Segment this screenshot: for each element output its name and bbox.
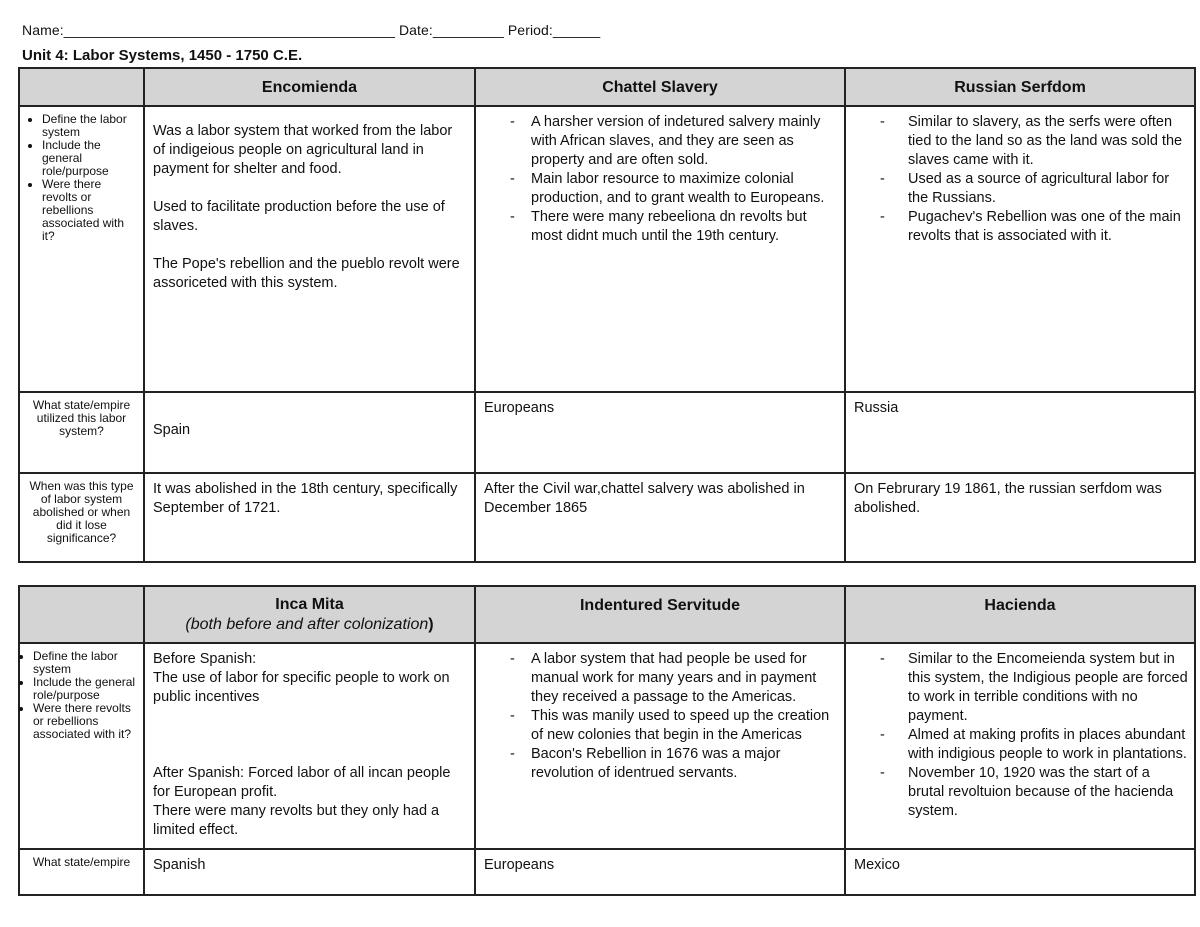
question-define-item: • Were there revolts or rebellions associated with it? [33,702,137,741]
chattel-define-cell [475,106,845,392]
name-date-period-line: Name:__________________________________________ Date:_________ Period:______ [22,22,601,38]
indentured-define-item: - A labor system that had people be used for manual work for many years and in payment they received a passage to the Americas. [476,650,836,707]
question-define-item: • Include the general role/purpose [42,139,137,178]
encomienda-define-cell [144,106,475,392]
encomienda-state-cell: Spain [144,392,475,473]
labor-systems-table-2 [18,585,1196,896]
inca-mita-subtitle-paren: ) [428,616,434,633]
column-header-indentured-servitude: Indentured Servitude [475,586,845,643]
hacienda-define-item: - Almed at making profits in places abundant with indigious people to work in plantations. [846,726,1190,764]
question-define-item: • Define the labor system [42,113,137,139]
indentured-state-cell: Europeans [475,849,845,895]
chattel-state-cell: Europeans [475,392,845,473]
hacienda-define-item: - November 10, 1920 was the start of a brutal revoltuion because of the hacienda system. [846,764,1190,821]
inca-after-text: After Spanish: Forced labor of all incan people for European profit. [153,765,451,800]
question-define-item: • Define the labor system [33,650,137,676]
inca-state-cell: Spanish [144,849,475,895]
column-header-russian-serfdom: Russian Serfdom [845,68,1195,106]
corner-header-cell [19,586,144,643]
hacienda-state-cell: Mexico [845,849,1195,895]
serfdom-abolished-cell: On Februrary 19 1861, the russian serfdom was abolished. [845,473,1195,562]
encomienda-define-text: Used to facilitate production before the use of slaves. [153,199,445,234]
question-define-cell [19,106,144,392]
inca-before-label: Before Spanish: [153,651,257,667]
column-header-encomienda: Encomienda [144,68,475,106]
chattel-define-item: - Main labor resource to maximize colonial production, and to grant wealth to Europeans. [476,170,836,208]
column-header-chattel-slavery: Chattel Slavery [475,68,845,106]
chattel-define-item: - There were many rebeeliona dn revolts but most didnt much until the 19th century. [476,208,836,246]
serfdom-define-item: - Similar to slavery, as the serfs were often tied to the land so as the land was sold the slaves came with it. [846,113,1190,170]
question-define-item: • Include the general role/purpose [33,676,137,702]
chattel-abolished-cell: After the Civil war,chattel salvery was abolished in December 1865 [475,473,845,562]
serfdom-define-item: - Pugachev's Rebellion was one of the main revolts that is associated with it. [846,208,1190,246]
question-define-item: • Were there revolts or rebellions associated with it? [42,178,137,243]
indentured-define-cell [475,643,845,849]
unit-title: Unit 4: Labor Systems, 1450 - 1750 C.E. [22,47,303,64]
serfdom-define-item: - Used as a source of agricultural labor for the Russians. [846,170,1190,208]
column-header-inca-mita [144,586,475,643]
encomienda-define-text: The Pope's rebellion and the pueblo revolt were assoriceted with this system. [153,256,460,291]
column-header-hacienda: Hacienda [845,586,1195,643]
corner-header-cell [19,68,144,106]
hacienda-define-item: - Similar to the Encomeienda system but in this system, the Indigious people are forced to work in terrible conditions with no payment. [846,650,1190,726]
chattel-define-item: - A harsher version of indetured salvery mainly with African slaves, and they are seen as property and are often sold. [476,113,836,170]
question-state-cell: What state/empire utilized this labor system? [19,392,144,473]
question-define-cell [19,643,144,849]
inca-mita-subtitle: (both before and after colonization [185,616,429,633]
labor-systems-table-1 [18,67,1196,563]
inca-mita-title: Inca Mita [275,596,344,613]
indentured-define-item: - Bacon's Rebellion in 1676 was a major revolution of identrued servants. [476,745,836,783]
question-abolished-cell: When was this type of labor system abolished or when did it lose significance? [19,473,144,562]
encomienda-abolished-cell: It was abolished in the 18th century, specifically September of 1721. [144,473,475,562]
hacienda-define-cell [845,643,1195,849]
indentured-define-item: - This was manily used to speed up the creation of new colonies that begin in the Americas [476,707,836,745]
serfdom-define-cell [845,106,1195,392]
inca-define-cell [144,643,475,849]
inca-before-text: The use of labor for specific people to work on public incentives [153,670,450,705]
serfdom-state-cell: Russia [845,392,1195,473]
question-state-cell: What state/empire [19,849,144,895]
inca-after-text-2: There were many revolts but they only had a limited effect. [153,803,440,838]
encomienda-define-text: Was a labor system that worked from the labor of indigeious people on agricultural land in payment for shelter and food. [153,123,453,177]
